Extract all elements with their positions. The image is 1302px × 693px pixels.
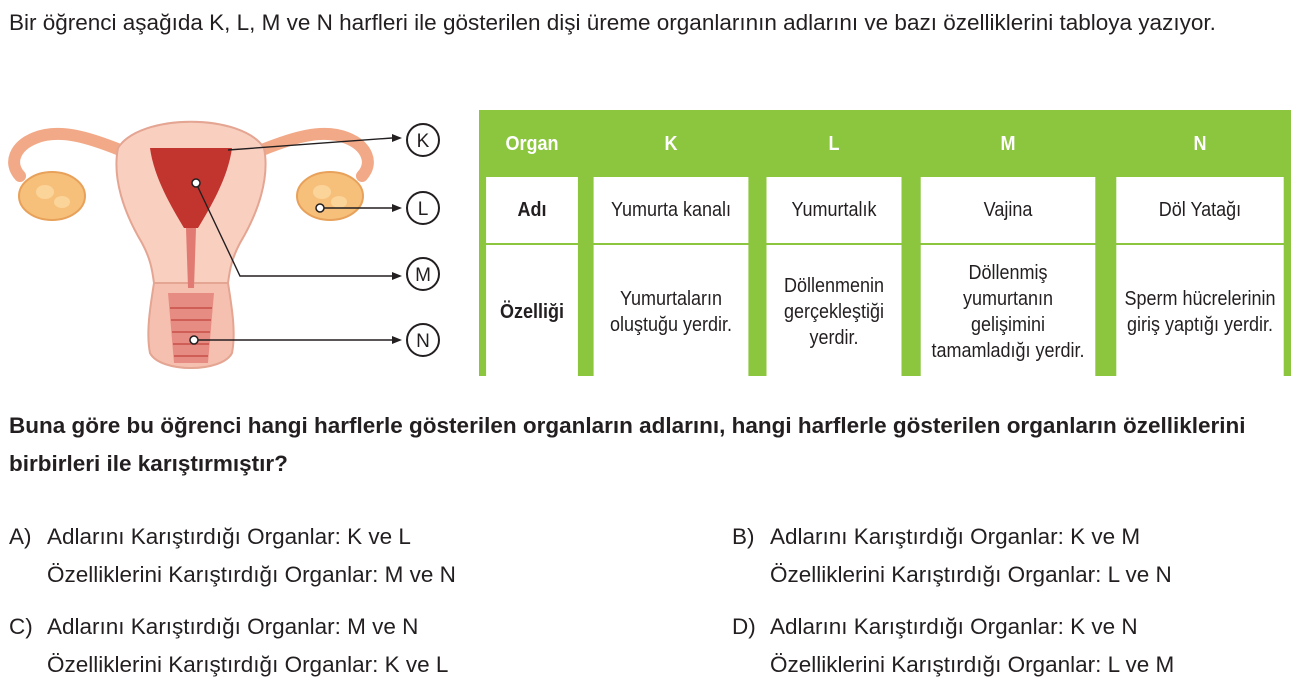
table-cell: Döl Yatağı [1116,177,1283,243]
option-line-1: Adlarını Karıştırdığı Organlar: K ve M [770,524,1141,549]
organ-table [479,110,1291,376]
table-cell: Döllenmiş yumurtanın gelişimini tamamladığı yerdir. [921,245,1096,378]
table-header-l: L [767,112,902,175]
option-line-2: Özelliklerini Karıştırdığı Organlar: M ve N [47,562,456,587]
option-b[interactable] [732,518,1172,594]
question-text: Buna göre bu öğrenci hangi harflerle gösterilen organların adlarını, hangi harflerle gösterilen organların özelliklerini birbirleri ile karıştırmıştır? [9,413,1246,476]
option-line-1: Adlarını Karıştırdığı Organlar: K ve L [47,524,411,549]
option-d[interactable] [732,608,1174,684]
option-letter: C) [9,614,33,639]
option-line-1: Adlarını Karıştırdığı Organlar: M ve N [47,614,419,639]
figure-label-n: N [416,331,430,352]
table-header-n: N [1116,112,1283,175]
uterus-illustration [0,108,460,388]
table-cell: Döllenmenin gerçekleştiği yerdir. [767,245,902,378]
table-cell: Sperm hücrelerinin giriş yaptığı yerdir. [1116,245,1283,378]
option-letter: D) [732,614,756,639]
option-a[interactable] [9,518,456,594]
row-label-name: Adı [486,177,578,243]
option-line-2: Özelliklerini Karıştırdığı Organlar: L ve N [770,562,1172,587]
table-header-m: M [921,112,1096,175]
table-cell: Yumurtaların oluştuğu yerdir. [594,245,749,378]
figure-label-m: M [415,265,431,286]
table-cell: Vajina [921,177,1096,243]
table-header-organ: Organ [486,112,578,175]
row-label-feature: Özelliği [486,245,578,378]
table-cell: Yumurta kanalı [594,177,749,243]
option-line-2: Özelliklerini Karıştırdığı Organlar: L ve M [770,652,1175,677]
intro-text: Bir öğrenci aşağıda K, L, M ve N harfleri ile gösterilen dişi üreme organlarının adlarını ve bazı özelliklerini tabloya yazıyor. [9,10,1216,35]
reproductive-organs-figure [0,108,460,388]
option-letter: A) [9,524,32,549]
option-c[interactable] [9,608,448,684]
table-cell: Yumurtalık [767,177,902,243]
table-header-k: K [594,112,749,175]
option-line-2: Özelliklerini Karıştırdığı Organlar: K ve L [47,652,449,677]
option-letter: B) [732,524,755,549]
figure-label-l: L [417,199,429,220]
option-line-1: Adlarını Karıştırdığı Organlar: K ve N [770,614,1138,639]
figure-label-k: K [416,131,430,152]
